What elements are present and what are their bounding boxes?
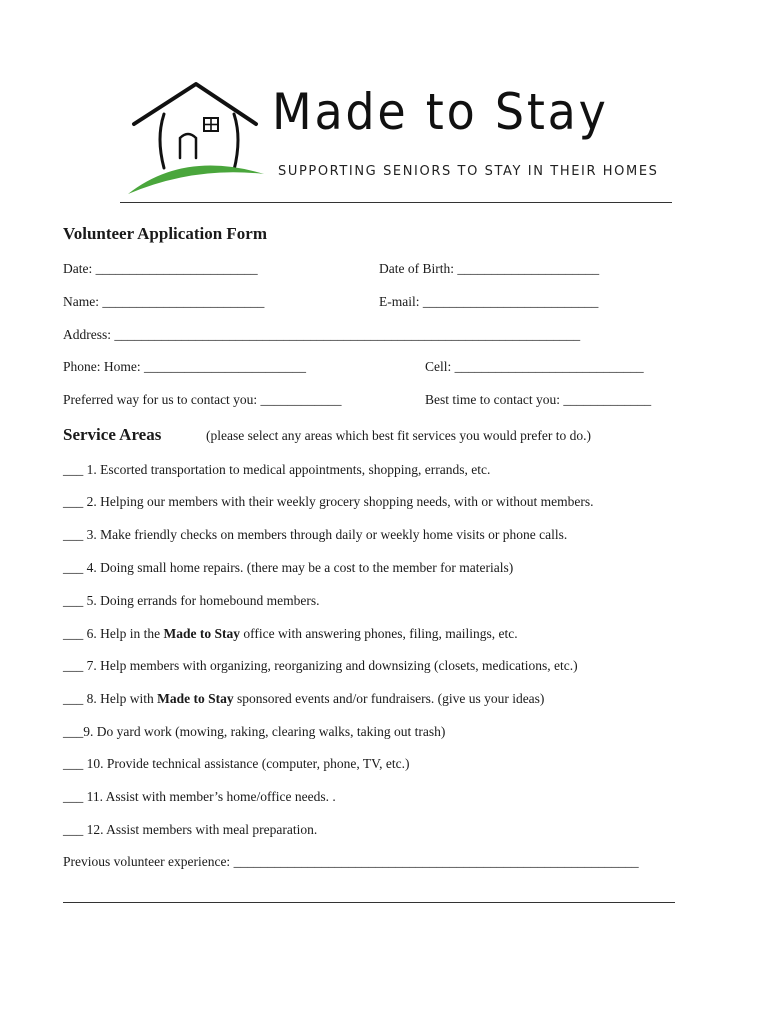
phone-home-field[interactable]: Phone: Home: ________________________ — [63, 359, 306, 374]
service-item-6[interactable] — [63, 626, 518, 642]
service-item-11[interactable] — [63, 789, 336, 805]
service-item-text: ___ 5. Doing errands for homebound members. — [63, 593, 320, 608]
service-item-text: ___ 11. Assist with member’s home/office needs. . — [63, 789, 336, 804]
name-field[interactable]: Name: ________________________ — [63, 294, 265, 309]
house-logo-icon — [124, 78, 274, 198]
service-item-text: ___ 3. Make friendly checks on members through daily or weekly home visits or phone calls. — [63, 527, 568, 542]
brand-tagline: SUPPORTING SENIORS TO STAY IN THEIR HOMES — [278, 164, 659, 179]
service-item-1[interactable] — [63, 462, 490, 478]
service-item-9[interactable] — [63, 724, 445, 740]
brand-name: Made to Stay — [272, 83, 609, 141]
service-item-text: ___ 6. Help in the — [63, 626, 164, 641]
date-field[interactable]: Date: ________________________ — [63, 261, 258, 276]
brand-mention: Made to Stay — [157, 691, 234, 706]
service-item-text: ___ 2. Helping our members with their weekly grocery shopping needs, with or without members. — [63, 494, 594, 509]
service-areas-title: Service Areas — [63, 425, 162, 444]
email-field[interactable]: E-mail: __________________________ — [379, 294, 599, 309]
service-item-text: ___ 8. Help with — [63, 691, 158, 706]
previous-experience-field[interactable]: Previous volunteer experience: ____________________________________________________________ — [63, 854, 639, 869]
form-title: Volunteer Application Form — [63, 224, 268, 243]
service-item-7[interactable] — [63, 658, 578, 674]
preferred-contact-field[interactable]: Preferred way for us to contact you: ____________ — [63, 392, 342, 407]
service-item-12[interactable] — [63, 822, 317, 838]
service-item-text: office with answering phones, filing, mailings, etc. — [240, 626, 518, 641]
service-item-2[interactable] — [63, 494, 594, 510]
service-item-text: ___ 10. Provide technical assistance (computer, phone, TV, etc.) — [63, 756, 410, 771]
service-item-text: ___ 12. Assist members with meal preparation. — [63, 822, 318, 837]
service-item-text: ___ 1. Escorted transportation to medical appointments, shopping, errands, etc. — [63, 462, 491, 477]
service-item-text: sponsored events and/or fundraisers. (give us your ideas) — [233, 691, 545, 706]
service-item-text: ___9. Do yard work (mowing, raking, clearing walks, taking out trash) — [63, 724, 446, 739]
service-item-4[interactable] — [63, 560, 513, 576]
service-item-text: ___ 4. Doing small home repairs. (there may be a cost to the member for materials) — [63, 560, 514, 575]
header-divider — [120, 202, 672, 203]
experience-line[interactable] — [63, 902, 675, 903]
dob-field[interactable]: Date of Birth: _____________________ — [379, 261, 600, 276]
service-item-10[interactable] — [63, 756, 410, 772]
service-areas-note: (please select any areas which best fit services you would prefer to do.) — [206, 428, 591, 443]
address-field[interactable]: Address: _____________________________________________________________________ — [63, 327, 581, 342]
service-item-text: ___ 7. Help members with organizing, reorganizing and downsizing (closets, medications, etc.) — [63, 658, 578, 673]
cell-field[interactable]: Cell: ____________________________ — [425, 359, 644, 374]
service-item-8[interactable] — [63, 691, 544, 707]
brand-mention: Made to Stay — [163, 626, 240, 641]
best-time-field[interactable]: Best time to contact you: _____________ — [425, 392, 652, 407]
service-item-5[interactable] — [63, 593, 319, 609]
service-item-3[interactable] — [63, 527, 567, 543]
